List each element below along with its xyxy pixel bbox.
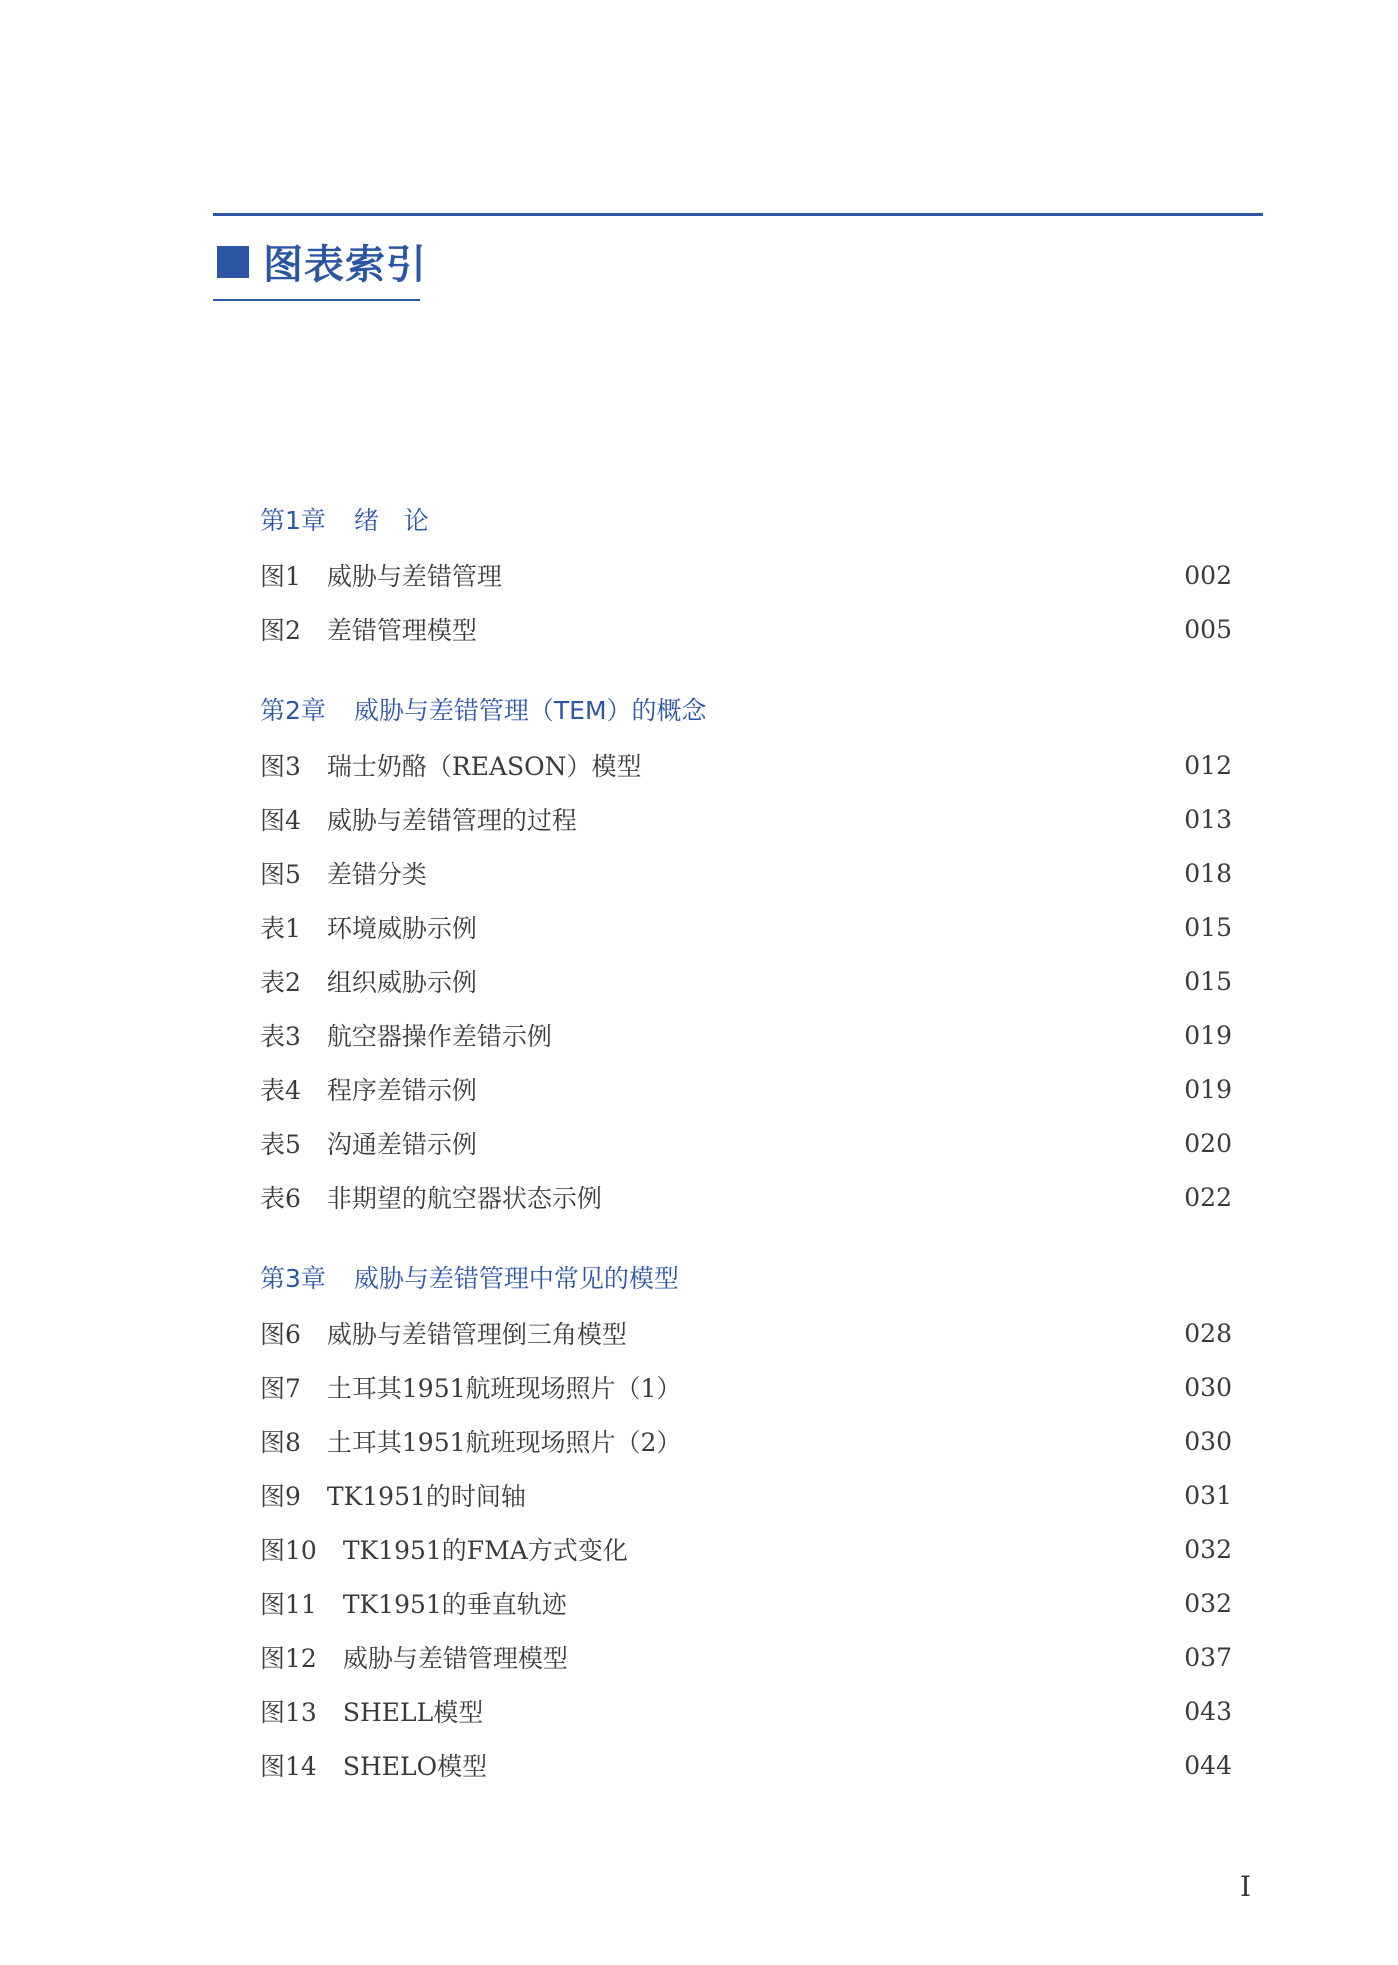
entry-label: 图6 (260, 1320, 301, 1349)
entry-label: 图9 (260, 1482, 301, 1511)
index-entry[interactable] (260, 1468, 1232, 1522)
chapter-heading (260, 494, 1232, 548)
entry-caption (260, 1639, 568, 1675)
index-entry[interactable] (260, 548, 1232, 602)
entry-caption (260, 1369, 681, 1405)
entry-label: 图3 (260, 752, 301, 781)
index-entry[interactable] (260, 846, 1232, 900)
chapter-title: 威胁与差错管理中常见的模型 (353, 1264, 679, 1293)
entry-page-number: 015 (1184, 912, 1232, 942)
entry-label: 表3 (260, 1022, 301, 1051)
entry-page-number: 032 (1184, 1588, 1232, 1618)
entry-caption (260, 747, 642, 783)
entry-page-number: 005 (1184, 614, 1232, 644)
entry-page-number: 044 (1184, 1750, 1232, 1780)
entry-caption (260, 963, 477, 999)
entry-label: 图4 (260, 806, 301, 835)
entry-title: 非期望的航空器状态示例 (326, 1184, 602, 1213)
entry-caption (260, 1747, 487, 1783)
chapter-number: 第3章 (260, 1264, 326, 1293)
entry-title: 差错管理模型 (326, 616, 477, 645)
index-heading (217, 233, 427, 290)
index-entry[interactable] (260, 1414, 1232, 1468)
entry-caption (260, 557, 502, 593)
index-entry[interactable] (260, 602, 1232, 656)
figure-table-index (260, 494, 1232, 1792)
index-entry[interactable] (260, 738, 1232, 792)
index-entry[interactable] (260, 1522, 1232, 1576)
entry-label: 表2 (260, 968, 301, 997)
entry-caption (260, 1477, 526, 1513)
entry-title: TK1951的FMA方式变化 (342, 1536, 628, 1565)
heading-underline (213, 299, 420, 301)
page-number: I (1240, 1870, 1252, 1903)
entry-page-number: 031 (1184, 1480, 1232, 1510)
entry-caption (260, 1071, 477, 1107)
entry-title: 土耳其1951航班现场照片（2） (326, 1428, 682, 1457)
index-entry[interactable] (260, 900, 1232, 954)
top-rule (213, 213, 1263, 216)
entry-page-number: 012 (1184, 750, 1232, 780)
entry-page-number: 032 (1184, 1534, 1232, 1564)
entry-page-number: 019 (1184, 1074, 1232, 1104)
index-entry[interactable] (260, 1576, 1232, 1630)
entry-title: 航空器操作差错示例 (326, 1022, 552, 1051)
entry-label: 图10 (260, 1536, 317, 1565)
entry-caption (260, 1585, 567, 1621)
index-entry[interactable] (260, 954, 1232, 1008)
page-title: 图表索引 (263, 242, 427, 288)
entry-caption (260, 1017, 552, 1053)
entry-caption (260, 611, 477, 647)
entry-page-number: 015 (1184, 966, 1232, 996)
entry-label: 图14 (260, 1752, 317, 1781)
index-entry[interactable] (260, 1684, 1232, 1738)
entry-title: 沟通差错示例 (326, 1130, 477, 1159)
entry-label: 图1 (260, 562, 301, 591)
index-entry[interactable] (260, 1062, 1232, 1116)
section-gap (260, 1224, 1232, 1252)
chapter-title: 绪 论 (353, 506, 429, 535)
entry-title: 威胁与差错管理 (326, 562, 502, 591)
entry-label: 图5 (260, 860, 301, 889)
chapter-number: 第2章 (260, 696, 326, 725)
index-entry[interactable] (260, 1360, 1232, 1414)
entry-label: 表4 (260, 1076, 301, 1105)
entry-label: 表5 (260, 1130, 301, 1159)
entry-title: 威胁与差错管理的过程 (326, 806, 577, 835)
entry-page-number: 030 (1184, 1426, 1232, 1456)
entry-title: 环境威胁示例 (326, 914, 477, 943)
entry-page-number: 022 (1184, 1182, 1232, 1212)
entry-page-number: 002 (1184, 560, 1232, 590)
entry-label: 图8 (260, 1428, 301, 1457)
section-gap (260, 656, 1232, 684)
entry-caption (260, 1179, 602, 1215)
entry-caption (260, 855, 427, 891)
entry-title: 瑞士奶酪（REASON）模型 (326, 752, 642, 781)
entry-label: 图11 (260, 1590, 317, 1619)
entry-label: 图7 (260, 1374, 301, 1403)
entry-caption (260, 1423, 681, 1459)
entry-title: 威胁与差错管理倒三角模型 (326, 1320, 627, 1349)
entry-title: SHELL模型 (342, 1698, 484, 1727)
entry-page-number: 018 (1184, 858, 1232, 888)
chapter-number: 第1章 (260, 506, 326, 535)
entry-title: 组织威胁示例 (326, 968, 477, 997)
index-entry[interactable] (260, 1170, 1232, 1224)
entry-caption (260, 1531, 628, 1567)
entry-title: 威胁与差错管理模型 (342, 1644, 568, 1673)
entry-page-number: 020 (1184, 1128, 1232, 1158)
entry-page-number: 043 (1184, 1696, 1232, 1726)
entry-caption (260, 1693, 483, 1729)
entry-title: SHELO模型 (342, 1752, 488, 1781)
entry-title: TK1951的垂直轨迹 (342, 1590, 567, 1619)
index-entry[interactable] (260, 1738, 1232, 1792)
entry-title: 土耳其1951航班现场照片（1） (326, 1374, 682, 1403)
entry-caption (260, 909, 477, 945)
chapter-title: 威胁与差错管理（TEM）的概念 (353, 696, 707, 725)
entry-label: 表6 (260, 1184, 301, 1213)
entry-caption (260, 1125, 477, 1161)
entry-page-number: 013 (1184, 804, 1232, 834)
index-entry[interactable] (260, 792, 1232, 846)
index-entry[interactable] (260, 1008, 1232, 1062)
chapter-heading (260, 684, 1232, 738)
entry-label: 图13 (260, 1698, 317, 1727)
entry-title: 程序差错示例 (326, 1076, 477, 1105)
entry-page-number: 030 (1184, 1372, 1232, 1402)
entry-label: 表1 (260, 914, 301, 943)
entry-page-number: 019 (1184, 1020, 1232, 1050)
entry-title: 差错分类 (326, 860, 427, 889)
chapter-heading (260, 1252, 1232, 1306)
heading-square-icon (217, 246, 249, 278)
index-entry[interactable] (260, 1306, 1232, 1360)
entry-page-number: 037 (1184, 1642, 1232, 1672)
entry-label: 图2 (260, 616, 301, 645)
entry-caption (260, 801, 577, 837)
entry-label: 图12 (260, 1644, 317, 1673)
entry-caption (260, 1315, 627, 1351)
entry-page-number: 028 (1184, 1318, 1232, 1348)
entry-title: TK1951的时间轴 (326, 1482, 526, 1511)
index-entry[interactable] (260, 1116, 1232, 1170)
index-entry[interactable] (260, 1630, 1232, 1684)
